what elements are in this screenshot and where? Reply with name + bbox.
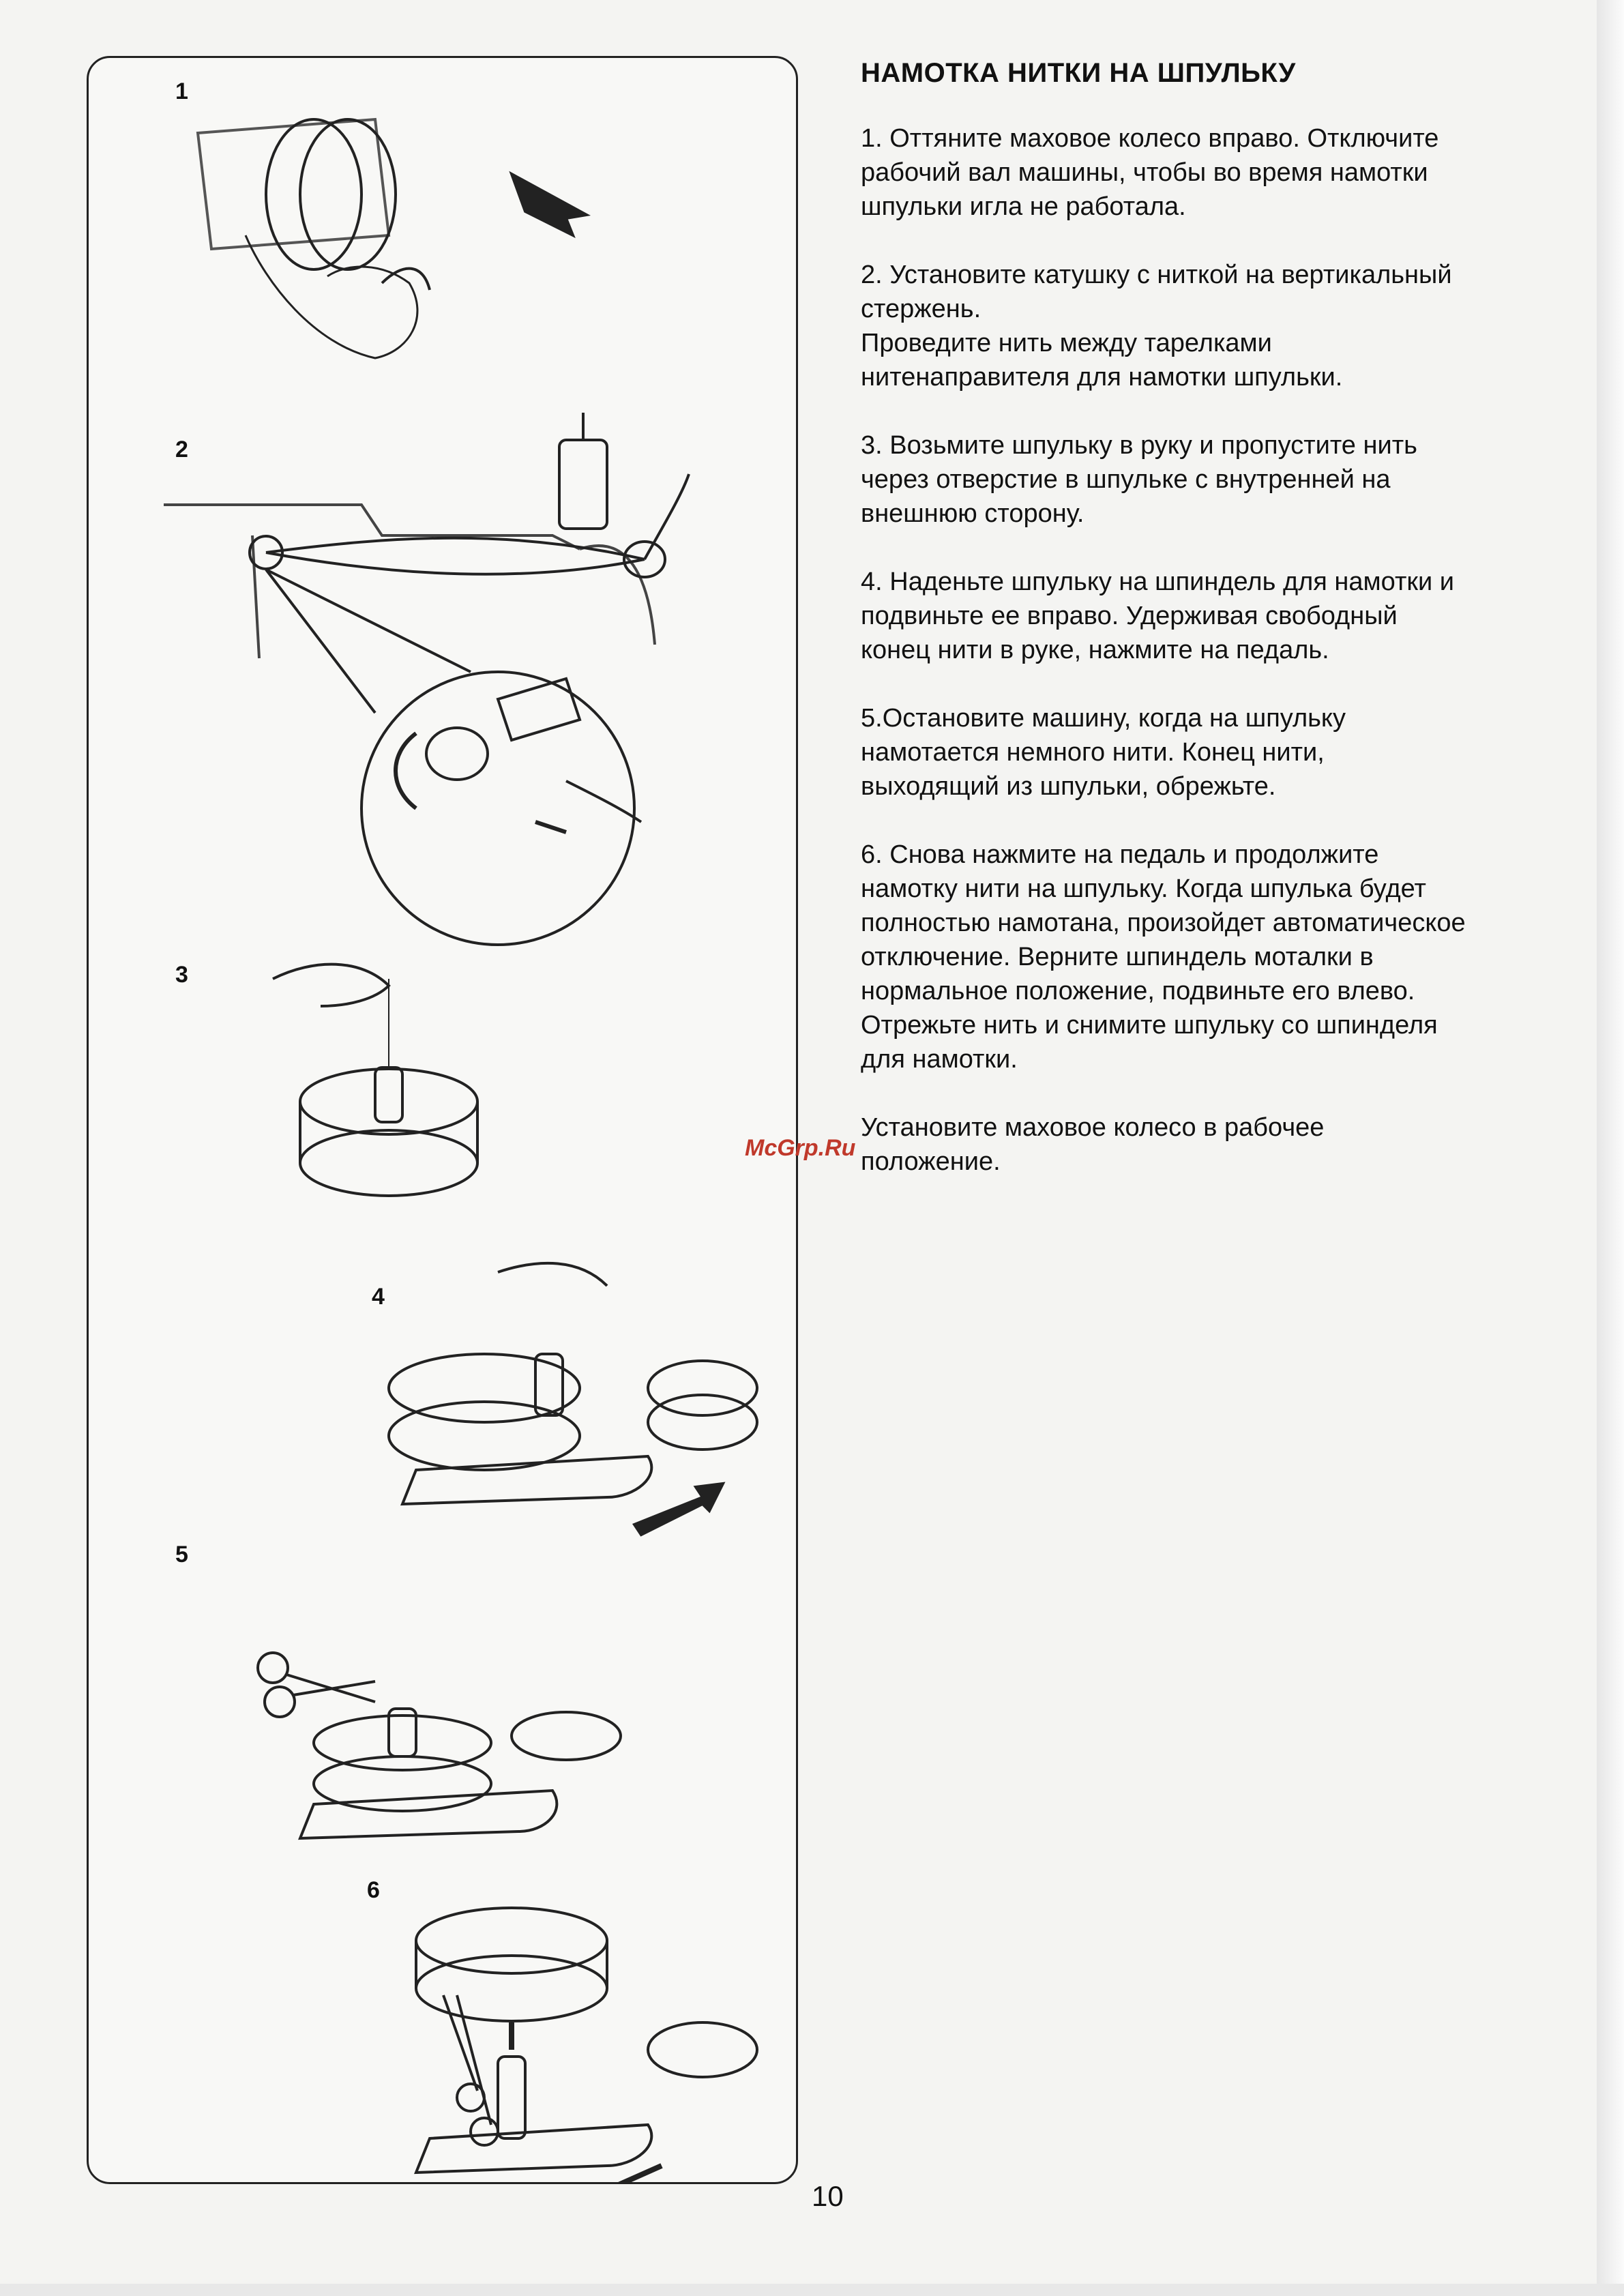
fig-label-5: 5 bbox=[175, 1542, 188, 1568]
step-4-text: 4. Наденьте шпульку на шпиндель для намотки и подвиньте ее вправо. Удерживая свободный конец нити в руке, нажмите на педаль. bbox=[861, 568, 1455, 664]
step-2-text: 2. Установите катушку с ниткой на вертикальный стержень. Проведите нить между тарелками нитенаправителя для намотки шпульки. bbox=[861, 261, 1452, 392]
fig3-bobbin-hand bbox=[273, 965, 477, 1196]
fig-label-3: 3 bbox=[175, 962, 188, 988]
fig6-bobbin-removal bbox=[416, 1908, 757, 2184]
step-3-text: 3. Возьмите шпульку в руку и пропустите нить через отверстие в шпульке с внутренней на внешнюю сторону. bbox=[861, 431, 1417, 528]
page-edge bbox=[1597, 0, 1624, 2296]
instructions-column bbox=[861, 56, 1556, 1213]
page-number: 10 bbox=[812, 2180, 844, 2212]
fig1-handwheel bbox=[198, 119, 587, 358]
step-5-text: 5.Остановите машину, когда на шпульку намотается немного нити. Конец нити, выходящий из шпульки, обрежьте. bbox=[861, 704, 1346, 801]
step-1-text: 1. Оттяните маховое колесо вправо. Отключите рабочий вал машины, чтобы во время намотки шпульки игла не работала. bbox=[861, 124, 1439, 221]
fig4-bobbin-spindle bbox=[389, 1263, 757, 1535]
illustrations bbox=[89, 58, 798, 2184]
step-6-text: 6. Снова нажмите на педаль и продолжите намотку нити на шпульку. Когда шпулька будет полностью намотана, произойдет автоматическое отключение. Верните шпиндель моталки в нормальное положение, подвиньте его влево. Отрежьте нить и снимите шпульку со шпинделя для намотки. bbox=[861, 840, 1466, 1074]
fig-label-1: 1 bbox=[175, 78, 188, 104]
fig-label-4: 4 bbox=[372, 1284, 385, 1310]
bottom-edge bbox=[0, 2284, 1624, 2296]
watermark: McGrp.Ru bbox=[745, 1135, 856, 1161]
fig-label-2: 2 bbox=[175, 437, 188, 462]
page-title: НАМОТКА НИТКИ НА ШПУЛЬКУ bbox=[861, 58, 1296, 88]
illustration-panel bbox=[87, 56, 798, 2184]
final-note: Установите маховое колесо в рабочее положение. bbox=[861, 1113, 1325, 1176]
fig-label-6: 6 bbox=[367, 1877, 380, 1903]
fig5-scissors-cut bbox=[258, 1653, 621, 1838]
fig2-thread-path bbox=[164, 413, 689, 945]
